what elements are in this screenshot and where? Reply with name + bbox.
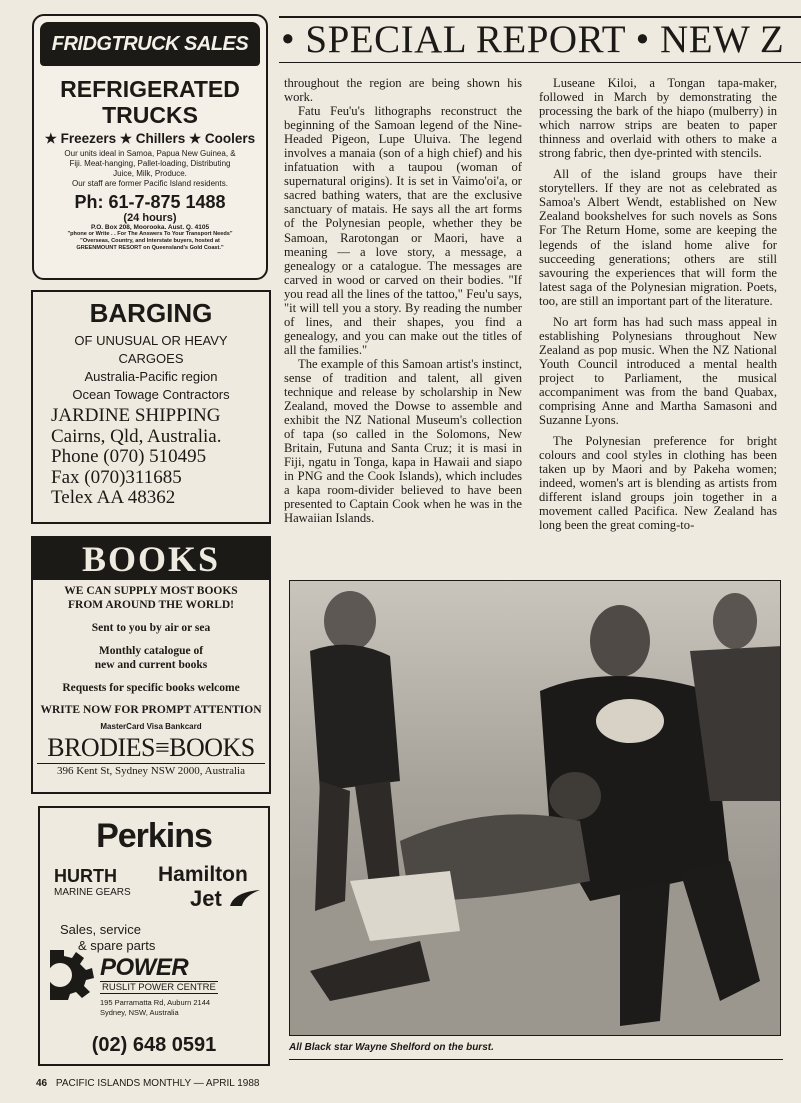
fridgtruck-blurb-3: Juice, Milk, Produce. [113,169,187,178]
perkins-logo: Perkins [96,817,212,855]
barging-city: Cairns, Qld, Australia. [51,425,222,447]
fridgtruck-blurb [34,147,266,189]
fridgtruck-headline-1: REFRIGERATED [60,76,240,102]
barging-line: CARGOES [118,351,184,366]
books-line: WE CAN SUPPLY MOST BOOKS [64,585,238,597]
barging-fax: Fax (070)311685 [51,466,182,488]
fridgtruck-hours: (24 hours) [123,212,177,224]
books-line: Sent to you by air or sea [91,622,211,634]
rugby-photo [289,580,781,1036]
barging-phone: Phone (070) 510495 [51,446,207,467]
rugby-photo-illustration [290,581,781,1036]
perkins-ad [38,806,270,1066]
barging-contact [33,406,269,509]
books-payment-cards: MasterCard Visa Bankcard [100,722,202,731]
books-banner: BOOKS [33,538,269,580]
fridgtruck-blurb-1: Our units ideal in Samoa, Papua New Guinea, & [64,149,236,158]
article-paragraph: Fatu Feu'u's lithographs reconstruct the beginning of the Samoan legend of the Nine-Headed Pigeon, Lupe Uluiva. The legend involves a manaia (son of a high chief) and his infatuation with a taupou (woman of supernatural origins). It is set in Vaimo'oi'a, or sacred bathing waters, that are the exclusive sanctuary of matais. He says all the art forms of the Polynesian people, whether they be Samoan, Rarotongan or Maori, have a meaning — a love story, a message, a genealogy or a catalogue. The messages are carved in wood or carved on their bodies. "If you read all the lines of the tattoo," Feu'u says, "it will tell you a story. By reading the number of lines, and their shapes, you find a genealogy, and you can make out the titles of all the families." [284,104,522,357]
hamilton-jet-logo [190,886,262,912]
marine-gears-label: MARINE GEARS [54,887,131,898]
article-column-2 [539,76,777,586]
article-paragraph: No art form has had such mass appeal in establishing Polynesians throughout New Zealand as pop music. When the NZ National Youth Council introduced a mental health project to Parliament, the musical accompaniment was from the band Quabax, comprising Anne and Martha Samasoni and Suzanne Lyons. [539,314,777,428]
brodies-books-ad [31,536,271,794]
fridgtruck-blurb-4: Our staff are former Pacific Island residents. [72,179,228,188]
barging-line: Australia-Pacific region [84,369,218,384]
sales-service-label: Sales, service [60,922,141,937]
article-paragraph: The example of this Samoan artist's instinct, sense of tradition and talent, all given technique and release by scholarship in New Zealand, moved the Dowse to assemble and exhibit the NZ National Museum's collection of tapa (so called in the Solomons, New Britain, Futuna and Santa Cruz; it is masi in Fiji, ngatu in Tonga, kapa in Hawaii and siapo in PNG and the Cook Islands), which includes a kapa room-divider believed to have been presented to Captain Cook when he was in the Hawaiian Islands. [284,356,522,526]
spare-parts-label: & spare parts [78,938,156,953]
fridgtruck-logo: FRIDGTRUCK SALES [40,22,260,66]
books-address: 396 Kent St, Sydney NSW 2000, Australia [37,763,265,778]
perkins-phone: (02) 648 0591 [91,1034,217,1056]
barging-line: OF UNUSUAL OR HEAVY [74,333,228,348]
fridgtruck-phone: Ph: 61-7-875 1488 [74,192,226,212]
article-paragraph: Luseane Kiloi, a Tongan tapa-maker, followed in March by demonstrating the processing the bark of the hiapo (mulberry) in which narrow strips are beaten to paper thinness and overlaid with others to make a strong fabric, then dye-printed with stencils. [539,76,777,161]
barging-telex: Telex AA 48362 [51,487,176,508]
barging-line: Ocean Towage Contractors [72,387,230,402]
perkins-address-1: 195 Parramatta Rd, Auburn 2144 [100,998,211,1007]
hurth-logo: HURTH [54,866,117,886]
photo-caption: All Black star Wayne Shelford on the burst. [289,1042,494,1053]
power-logo: POWER [100,954,189,981]
article-paragraph: The Polynesian preference for bright colours and cool styles in clothing has been taken up by Maori and by Pakeha women; indeed, women's art is blending as artists from different island groups join together in a movement called Pacifica. New Zealand has long been the great coming-to- [539,434,777,533]
fridgtruck-note-2: "Overseas, Country, and Interstate buyers, hosted at [80,238,220,244]
page-number: 46 [36,1078,48,1089]
ruslit-power-centre: RUSLIT POWER CENTRE [102,982,216,993]
caption-rule [289,1059,783,1060]
books-line: WRITE NOW FOR PROMPT ATTENTION [40,704,262,716]
brodies-books-logo: BRODIES≡BOOKS [47,733,255,762]
barging-title: BARGING [89,298,213,328]
publication-line: PACIFIC ISLANDS MONTHLY — APRIL 1988 [55,1078,260,1089]
swoosh-icon [228,888,262,908]
jet-label: Jet [190,886,222,911]
hamilton-logo: Hamilton [158,863,248,886]
fridgtruck-note-3: GREENMOUNT RESORT on Queensland's Gold Coast." [76,245,224,251]
books-line: Requests for specific books welcome [62,682,240,694]
fridgtruck-pobox: P.O. Box 208, Moorooka. Aust. Q. 4105 [90,224,210,231]
fridgtruck-ad [32,14,268,280]
header-bottom-rule [279,62,801,63]
books-line: new and current books [94,659,208,671]
article-paragraph: All of the island groups have their storytellers. If they are not as celebrated as Samoa's Albert Wendt, established on New Zealand bookshelves for such novels as Sons For The Return Home, some are keeping the legends of the island home alive for succeeding generations; others are still savouring the experiences that will form the latest saga of the Polynesian migration. Poets, too, are still an important part of the literature. [539,167,777,308]
fridgtruck-note-1: "phone or Write . . For The Answers To Your Transport Needs" [67,231,233,237]
fridgtruck-blurb-2: Fiji. Meat-hanging, Pallet-loading, Distributing [69,159,231,168]
gear-icon [50,944,94,1004]
article-paragraph: throughout the region are being shown his work. [284,76,522,105]
page-footer [36,1078,260,1089]
article-column-1 [284,76,522,578]
books-line: FROM AROUND THE WORLD! [67,599,234,611]
section-header: • SPECIAL REPORT • NEW Z [281,18,785,61]
fridgtruck-categories: ★ Freezers ★ Chillers ★ Coolers [44,131,256,146]
barging-company: JARDINE SHIPPING [51,405,221,426]
perkins-address-2: Sydney, NSW, Australia [100,1008,179,1017]
barging-ad [31,290,271,524]
fridgtruck-headline-2: TRUCKS [102,102,198,128]
books-line: Monthly catalogue of [98,645,204,657]
